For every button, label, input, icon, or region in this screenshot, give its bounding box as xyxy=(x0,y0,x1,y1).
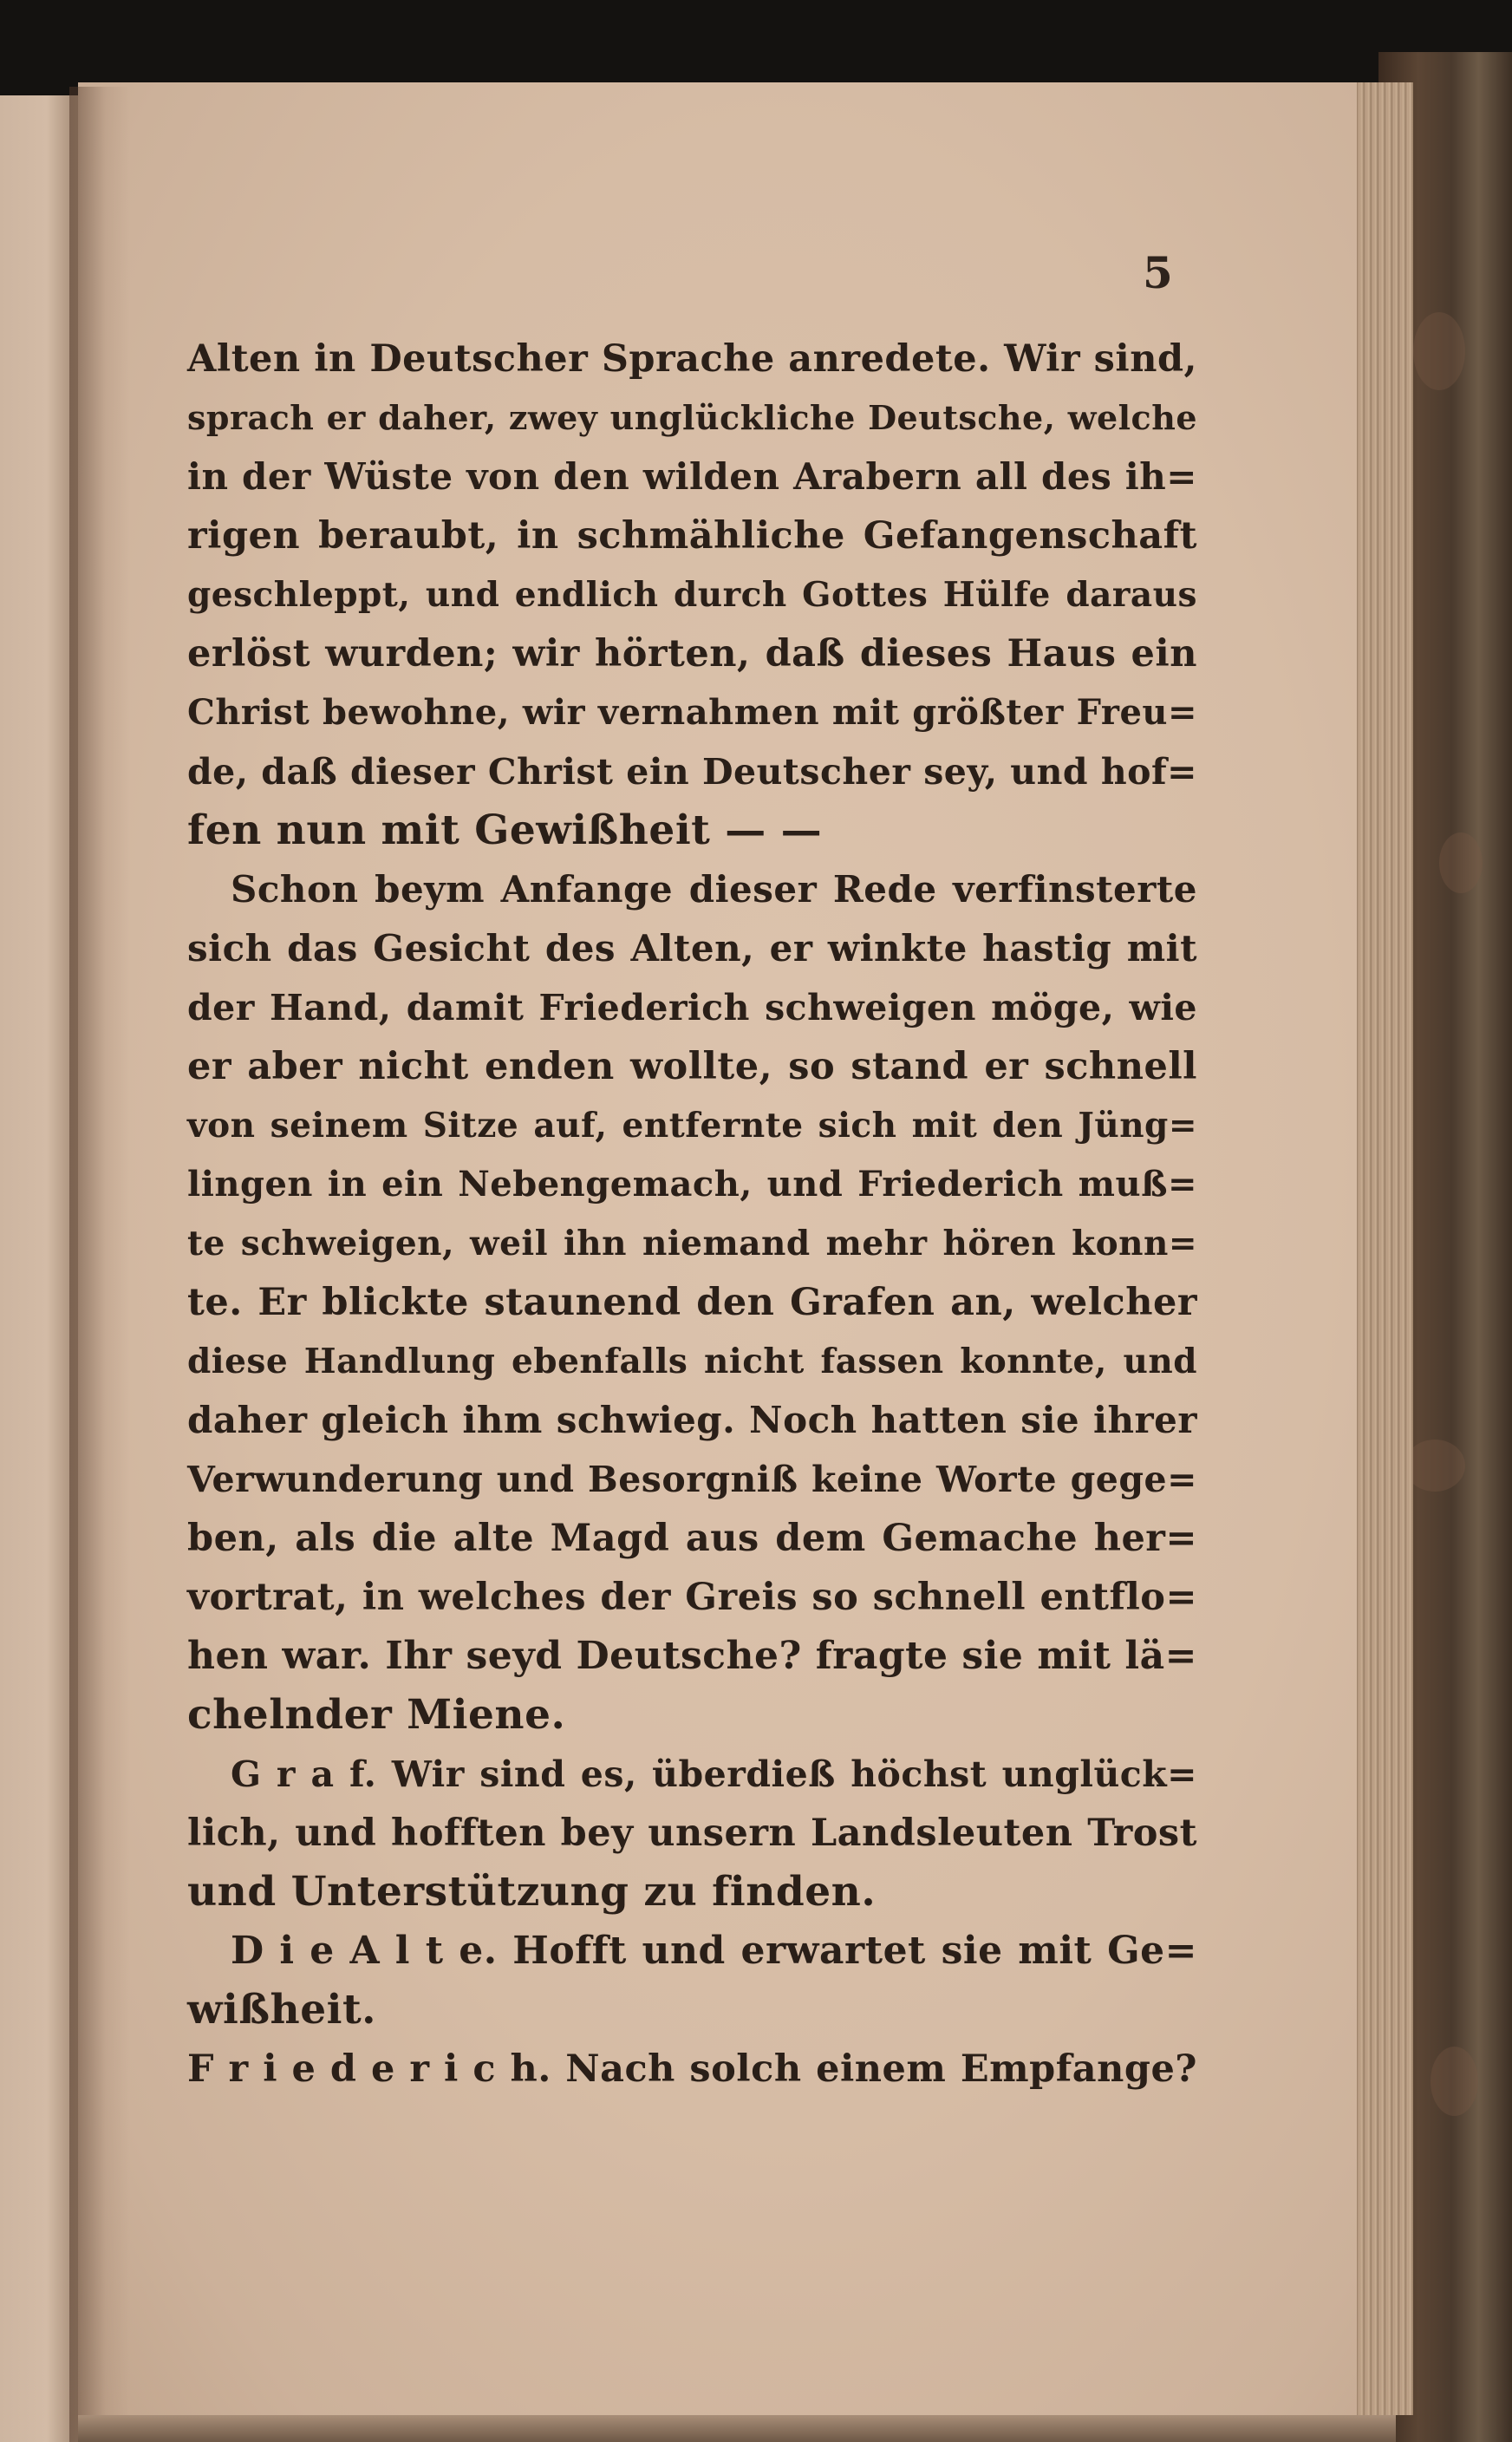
text-line: G r a f. Wir sind es, überdieß höchst unglück= xyxy=(231,1753,1197,1795)
cover-marbling xyxy=(1404,1440,1465,1492)
text-line: erlöst wurden; wir hörten, daß dieses Haus ein xyxy=(187,632,1197,676)
cover-marbling xyxy=(1439,832,1483,893)
text-line: und Unterstützung zu finden. xyxy=(187,1868,877,1916)
text-line: chelnder Miene. xyxy=(187,1691,566,1739)
text-line: wißheit. xyxy=(187,1986,377,2034)
text-line: Alten in Deutscher Sprache anredete. Wir sind, xyxy=(187,337,1197,381)
text-line: vortrat, in welches der Greis so schnell entflo= xyxy=(187,1576,1197,1619)
text-line: te. Er blickte staunend den Grafen an, welcher xyxy=(187,1281,1197,1324)
text-line: der Hand, damit Friederich schweigen möge, wie xyxy=(187,987,1197,1028)
text-line: lich, und hofften bey unsern Landsleuten Trost xyxy=(187,1812,1197,1855)
text-line: sich das Gesicht des Alten, er winkte hastig mit xyxy=(187,927,1197,970)
text-line: fen nun mit Gewißheit — — xyxy=(187,806,823,854)
text-line: in der Wüste von den wilden Arabern all des ih= xyxy=(187,455,1197,498)
text-line: lingen in ein Nebengemach, und Friederich muß= xyxy=(187,1164,1197,1205)
text-line: er aber nicht enden wollte, so stand er schnell xyxy=(187,1045,1197,1088)
text-line: sprach er daher, zwey unglückliche Deutsche, welche xyxy=(187,398,1197,437)
cover-marbling xyxy=(1431,2047,1478,2116)
text-line: Verwunderung und Besorgniß keine Worte gege= xyxy=(187,1459,1197,1500)
text-line: daher gleich ihm schwieg. Noch hatten sie ihrer xyxy=(187,1399,1197,1441)
text-line: rigen beraubt, in schmähliche Gefangenschaft xyxy=(187,514,1197,558)
page-bottom-edge xyxy=(78,2415,1396,2442)
text-line: F r i e d e r i c h. Nach solch einem Empfange? xyxy=(187,2047,1197,2091)
left-page-margin xyxy=(0,95,78,2442)
gutter-shadow xyxy=(69,87,130,2442)
scan-background xyxy=(0,0,1512,95)
text-line: von seinem Sitze auf, entfernte sich mit den Jüng= xyxy=(187,1106,1197,1146)
text-line: diese Handlung ebenfalls nicht fassen konnte, und xyxy=(187,1342,1197,1381)
text-line: D i e A l t e. Hofft und erwartet sie mit Ge= xyxy=(231,1929,1197,1973)
text-line: te schweigen, weil ihn niemand mehr hören konn= xyxy=(187,1224,1197,1263)
text-line: geschleppt, und endlich durch Gottes Hülfe daraus xyxy=(187,575,1197,615)
text-line: hen war. Ihr seyd Deutsche? fragte sie mit lä= xyxy=(187,1634,1197,1678)
page-fore-edges xyxy=(1352,82,1413,2415)
text-line: de, daß dieser Christ ein Deutscher sey, und hof= xyxy=(187,751,1198,793)
cover-marbling xyxy=(1413,312,1465,390)
page-number: 5 xyxy=(1143,247,1173,298)
text-line: Christ bewohne, wir vernahmen mit größter Freu= xyxy=(187,692,1197,733)
body-text xyxy=(187,330,1197,2099)
text-line: ben, als die alte Magd aus dem Gemache her= xyxy=(187,1517,1197,1560)
text-line: Schon beym Anfange dieser Rede verfinsterte xyxy=(231,868,1197,911)
